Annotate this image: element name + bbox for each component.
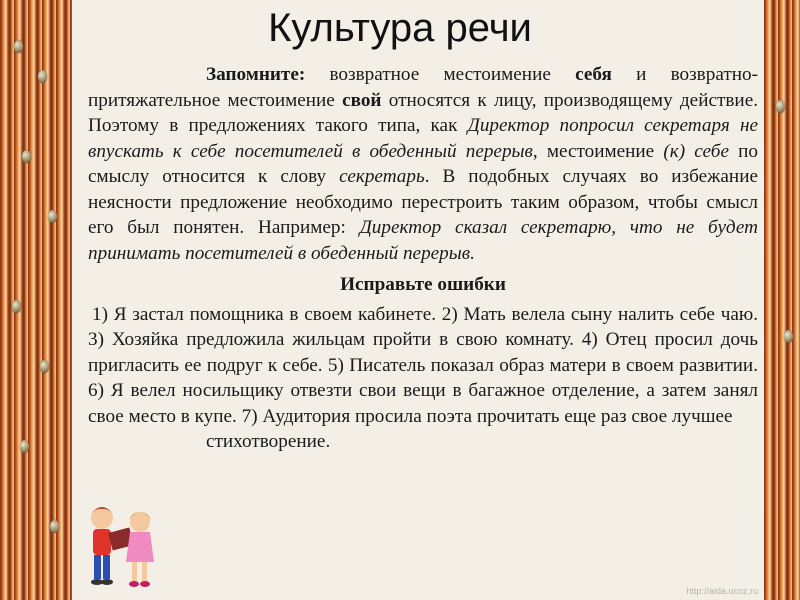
bead-ornament bbox=[12, 300, 21, 313]
bead-ornament bbox=[50, 520, 59, 533]
rule-text: . В подобных случаях во избежание неясности предложение необходимо перестроить таким образом, чтобы смысл его был понятен. Например: bbox=[88, 166, 758, 238]
bead-ornament bbox=[20, 440, 29, 453]
left-decorative-border bbox=[0, 0, 72, 600]
rule-text: возвратное местоимение bbox=[305, 64, 576, 85]
bead-ornament bbox=[776, 100, 785, 113]
bead-ornament bbox=[784, 330, 793, 343]
exercise-heading: Исправьте ошибки bbox=[340, 274, 506, 295]
bead-ornament bbox=[38, 70, 47, 83]
rule-pronoun-svoy: свой bbox=[342, 89, 382, 111]
rule-lead: Запомните: bbox=[206, 64, 306, 85]
rule-text: и возвратно-притяжательное местоимение bbox=[88, 64, 758, 111]
example-sentence: Директор попросил секретаря не впускать к себе посетителей в обеденный перерыв bbox=[88, 115, 758, 162]
kids-illustration bbox=[78, 496, 168, 596]
rule-text: по смыслу относится к слову bbox=[88, 140, 758, 187]
rule-text: относятся к лицу, производящему действие. Поэтому в предложениях такого типа, как bbox=[88, 89, 759, 136]
rule-text: , местоимение bbox=[532, 140, 664, 162]
example-word: секретарь bbox=[339, 166, 425, 187]
exercise-text: 1) Я застал помощника в своем кабинете. 2) Мать велела сыну налить себе чаю. 3) Хозяйка предложила жильцам пройти в свою комнату. 4) Отец просил дочь пригласить ее подруг к себе. 5) Писатель показал образ матери в своем развитии. 6) Я велел носильщику отвезти свои вещи в багажное отделение, а затем занял свое место в купе. 7) Аудитория просила поэта прочитать еще раз свое лучшее bbox=[88, 303, 758, 427]
bead-ornament bbox=[40, 360, 49, 373]
bead-ornament bbox=[48, 210, 57, 223]
rule-paragraph bbox=[88, 62, 758, 266]
exercise-last-line: стихотворение. bbox=[206, 431, 331, 452]
footer-url: http://aida.ucoz.ru bbox=[686, 586, 758, 596]
slide-title: Культура речи bbox=[268, 6, 532, 50]
example-pronoun: (к) себе bbox=[663, 140, 729, 162]
bead-ornament bbox=[22, 150, 31, 163]
corrected-example: Директор сказал секретарю, что не будет принимать посетителей в обеденный перерыв. bbox=[88, 217, 758, 264]
rule-pronoun-sebya: себя bbox=[575, 64, 612, 85]
slide-body bbox=[88, 62, 758, 455]
right-decorative-border bbox=[764, 0, 800, 600]
